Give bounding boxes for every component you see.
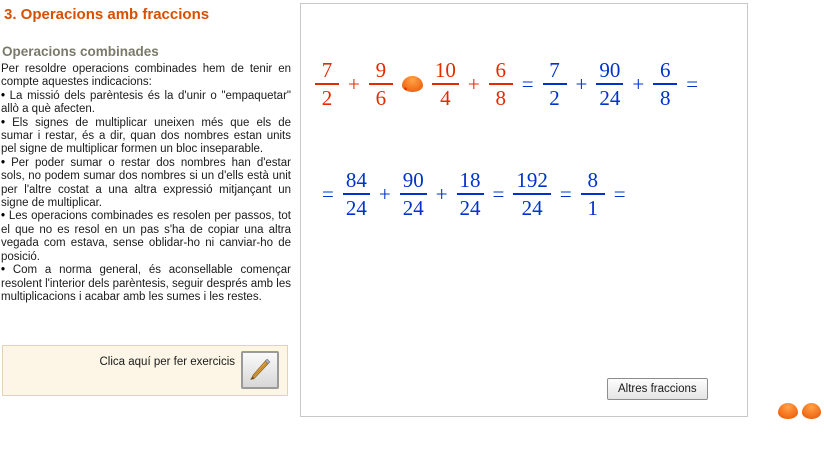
- bullet-text: Per poder sumar o restar dos nombres han d'estar sols, no podem sumar dos nombres si un d'ells està unit per l'altre costat a una altra expressió mitjançant un signe de multiplicar.: [1, 156, 291, 210]
- fraction-numerator: 8: [587, 168, 598, 192]
- fraction-denominator: 4: [440, 86, 451, 110]
- fraction-numerator: 7: [321, 58, 333, 82]
- fraction-denominator: 24: [459, 196, 481, 220]
- fraction-bar: [343, 193, 370, 195]
- fraction: [369, 59, 393, 109]
- fraction: [513, 169, 551, 219]
- bullet-text: Com a norma general, és aconsellable començar resolent l'interior dels parèntesis, seguir després amb les multiplicacions i acabar amb les sumes i les restes.: [1, 264, 291, 303]
- progress-dots[interactable]: [778, 403, 824, 419]
- fraction-bar: [369, 83, 393, 85]
- math-operator: +: [632, 71, 645, 96]
- fraction-numerator: 6: [659, 58, 671, 82]
- fraction-bar: [432, 83, 459, 85]
- fraction-numerator: 192: [516, 168, 548, 192]
- math-operator: +: [435, 181, 448, 206]
- fraction: [596, 59, 623, 109]
- intro-paragraph: Per resoldre operacions combinades hem de tenir en compte aquestes indicacions:: [1, 63, 291, 89]
- fraction-bar: [581, 193, 605, 195]
- fraction-denominator: 2: [549, 86, 560, 110]
- bullet-item: [1, 90, 291, 117]
- fraction-bar: [489, 83, 513, 85]
- math-operator: =: [613, 181, 626, 206]
- fraction-bar: [513, 193, 551, 195]
- fraction-bar: [653, 83, 677, 85]
- math-operator: =: [686, 71, 699, 96]
- fraction: [581, 169, 605, 219]
- fraction-numerator: 10: [434, 58, 456, 82]
- fraction-denominator: 8: [495, 86, 506, 110]
- math-operator: =: [492, 181, 505, 206]
- math-operator: ·: [402, 76, 423, 92]
- math-expression-line-1: [309, 59, 701, 109]
- fraction-bar: [457, 193, 484, 195]
- fraction-numerator: 7: [549, 58, 560, 82]
- math-operator: +: [575, 71, 588, 96]
- fraction-denominator: 2: [321, 86, 333, 110]
- math-operator: +: [378, 181, 391, 206]
- bullet-item: [1, 117, 291, 157]
- bullet-text: Les operacions combinades es resolen per passos, tot el que no es resol en un pas s'ha de copiar una altra vegada com estava, sense oblidar-ho ni canviar-ho de posició.: [1, 210, 291, 263]
- exercise-box: [2, 345, 288, 396]
- math-expression-line-2: [319, 169, 629, 219]
- math-operator: +: [467, 71, 480, 96]
- fraction-bar: [400, 193, 427, 195]
- bullet-text: Els signes de multiplicar uneixen més que els de sumar i restar, és a dir, quan dos nombres estan units pel signe de multiplicar formen un bloc inseparable.: [1, 116, 291, 156]
- altres-fraccions-button[interactable]: Altres fraccions: [607, 378, 708, 400]
- fraction: [457, 169, 484, 219]
- fraction: [400, 169, 427, 219]
- section-subtitle: Operacions combinades: [2, 44, 159, 59]
- bullet-dot-icon: •: [1, 210, 9, 223]
- fraction: [315, 59, 339, 109]
- left-column: [0, 0, 292, 461]
- fraction-denominator: 1: [587, 196, 598, 220]
- fraction-bar: [543, 83, 567, 85]
- fraction-denominator: 8: [659, 86, 671, 110]
- fraction-numerator: 6: [495, 58, 506, 82]
- fraction: [343, 169, 370, 219]
- fraction-denominator: 6: [375, 86, 387, 110]
- page-title: 3. Operacions amb fraccions: [4, 6, 210, 23]
- exercise-label: Clica aquí per fer exercicis: [99, 356, 235, 368]
- fraction: [543, 59, 567, 109]
- math-operator: +: [348, 71, 360, 96]
- fraction-denominator: 24: [599, 86, 621, 110]
- bullet-dot-icon: •: [1, 264, 13, 277]
- fraction-activity-panel: [300, 3, 748, 417]
- bullet-dot-icon: •: [1, 116, 13, 129]
- fraction: [432, 59, 459, 109]
- pencil-icon: [243, 353, 277, 387]
- fraction-numerator: 9: [375, 58, 387, 82]
- progress-dot[interactable]: [778, 403, 798, 419]
- bullet-dot-icon: •: [1, 89, 10, 102]
- lesson-body: [1, 63, 291, 304]
- fraction-bar: [315, 83, 339, 85]
- fraction-numerator: 84: [345, 168, 367, 192]
- fraction-numerator: 90: [402, 168, 424, 192]
- bullet-item: [1, 157, 291, 211]
- exercise-pencil-button[interactable]: [241, 351, 279, 389]
- bullet-text: La missió dels parèntesis és la d'unir o "empaquetar" allò a què afecten.: [1, 89, 291, 116]
- fraction-numerator: 90: [599, 58, 621, 82]
- bullet-item: [1, 210, 291, 264]
- fraction-bar: [596, 83, 623, 85]
- math-operator: =: [322, 181, 334, 206]
- fraction: [489, 59, 513, 109]
- math-operator: =: [559, 181, 572, 206]
- bullet-item: [1, 264, 291, 304]
- fraction-numerator: 18: [459, 168, 481, 192]
- fraction-denominator: 24: [402, 196, 424, 220]
- progress-dot[interactable]: [802, 403, 822, 419]
- fraction-denominator: 24: [521, 196, 543, 220]
- fraction-denominator: 24: [345, 196, 367, 220]
- fraction: [653, 59, 677, 109]
- bullet-dot-icon: •: [1, 156, 12, 169]
- math-operator: =: [521, 71, 534, 96]
